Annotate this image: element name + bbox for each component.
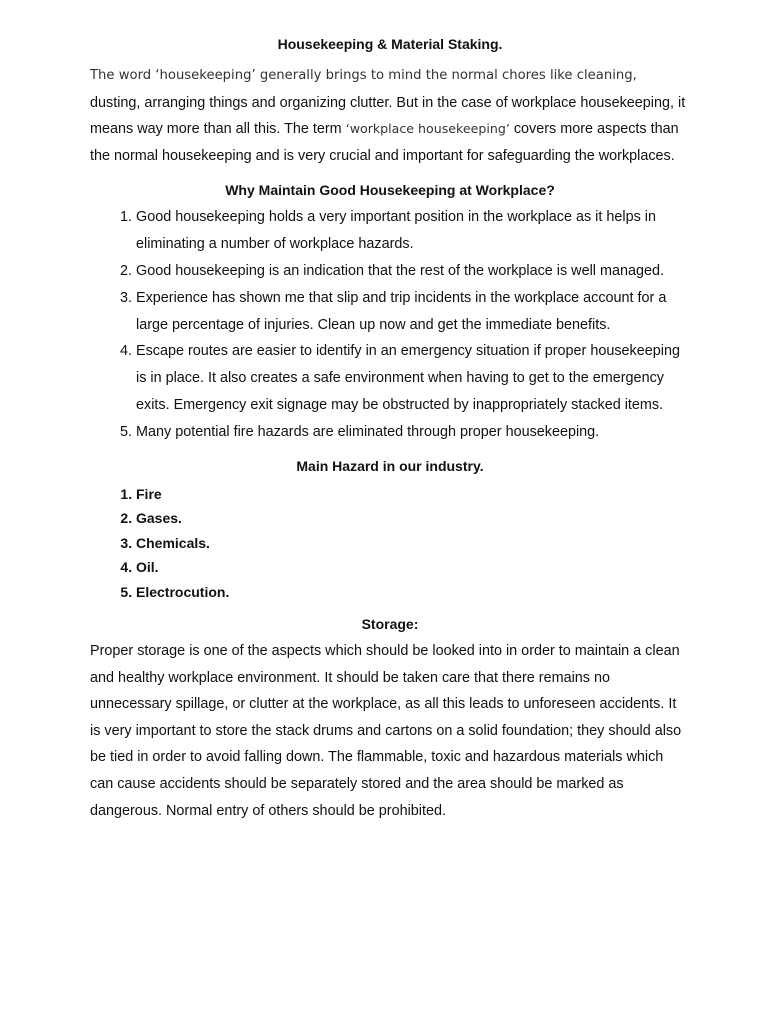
reason-item: 3. Experience has shown me that slip and trip incidents in the workplace account for a large percentage of injuries. Clean up now and get the immediate benefits. xyxy=(136,285,690,339)
storage-paragraph: Proper storage is one of the aspects which should be looked into in order to maintain a clean and healthy workplace environment. It should be taken care that there remains no unnecessary spillage, or clutter at the workplace, as all this leads to unforeseen accidents. It is very important to store the stack drums and cartons on a solid foundation; they should also be tied in order to avoid falling down. The flammable, toxic and hazardous materials which can cause accidents should be separately stored and the area should be marked as dangerous. Normal entry of others should be prohibited. xyxy=(90,643,682,819)
hazard-heading: Main Hazard in our industry. xyxy=(296,457,484,474)
intro-term-text: ‘workplace housekeeping’ xyxy=(345,121,510,137)
hazard-item: 2. Gases. xyxy=(136,506,690,531)
intro-lead-text: The word ‘housekeeping’ generally brings to mind the normal chores like cleaning, xyxy=(90,68,637,83)
document-page xyxy=(90,30,690,824)
document-title: Housekeeping & Material Staking. xyxy=(277,36,503,52)
reason-item: 4. Escape routes are easier to identify in an emergency situation if proper housekeeping is in place. It also creates a safe environment when having to get to the emergency exits. Emergency exit signage may be obstructed by inappropriately stacked items. xyxy=(136,338,690,418)
why-heading: Why Maintain Good Housekeeping at Workplace? xyxy=(225,182,555,199)
hazard-item: 4. Oil. xyxy=(136,555,690,580)
intro-body-text-2: covers more aspects than the normal housekeeping and is very crucial and important for safeguarding the workplaces. xyxy=(90,121,679,164)
intro-paragraph xyxy=(90,62,690,169)
reason-item: 5. Many potential fire hazards are eliminated through proper housekeeping. xyxy=(136,419,690,446)
hazards-list xyxy=(90,482,690,605)
storage-heading: Storage: xyxy=(361,616,419,633)
intro-body-text-1: dusting, arranging things and organizing clutter. But in the case of workplace housekeeping, it means way more than all this. The term xyxy=(90,94,686,138)
reason-item: 1. Good housekeeping holds a very important position in the workplace as it helps in eliminating a number of workplace hazards. xyxy=(136,204,690,258)
reasons-list xyxy=(90,204,690,445)
hazard-item: 1. Fire xyxy=(136,482,690,507)
hazard-item: 5. Electrocution. xyxy=(136,580,690,605)
hazard-item: 3. Chemicals. xyxy=(136,531,690,556)
reason-item: 2. Good housekeeping is an indication that the rest of the workplace is well managed. xyxy=(136,258,690,285)
